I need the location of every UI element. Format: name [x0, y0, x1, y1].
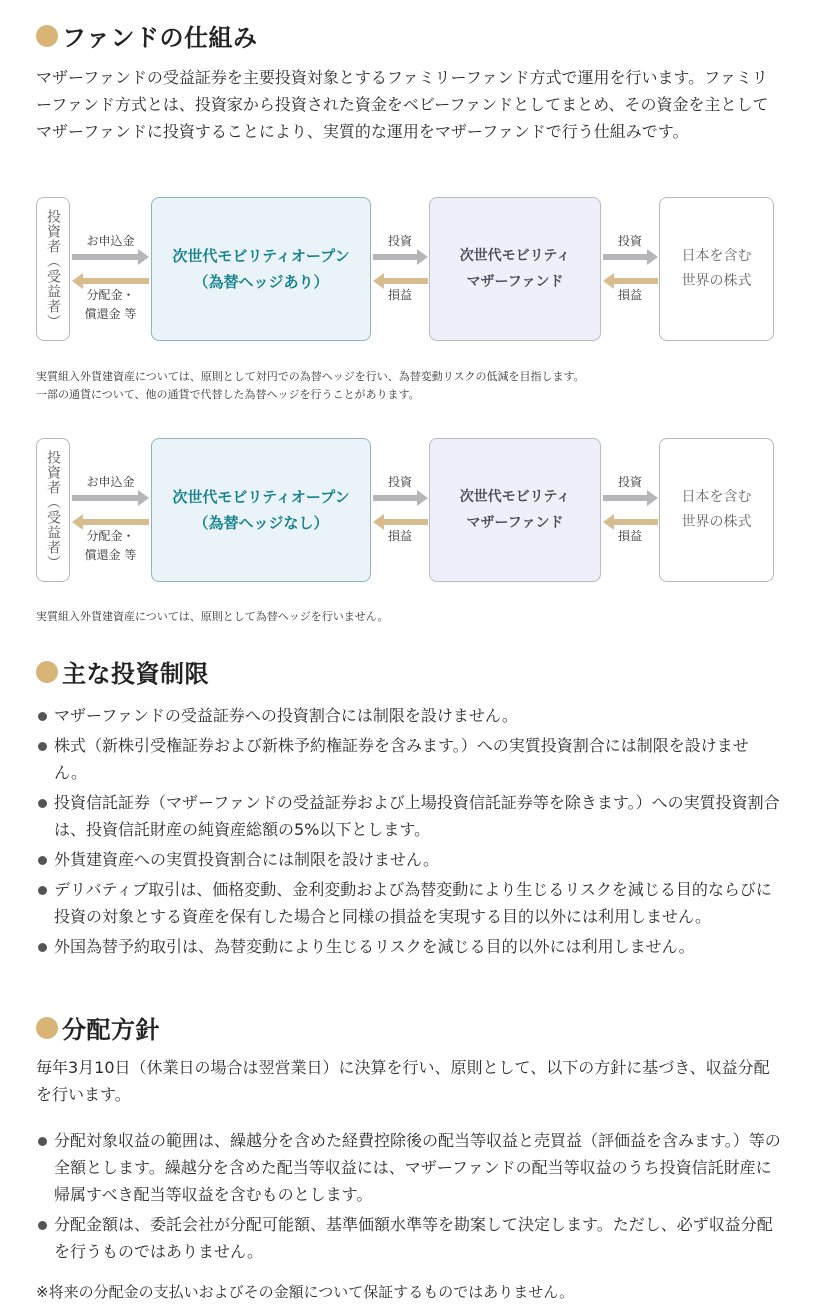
loss-label: 損益 [617, 288, 642, 302]
arrow-left-icon [383, 519, 428, 525]
hedge-note-line2: 一部の通貨について、他の通貨で代替した為替ヘッジを行うことがあります。 [36, 388, 420, 401]
invest-label: 投資 [387, 475, 412, 489]
invest-label: 投資 [617, 475, 642, 489]
list-item: デリバティブ取引は、価格変動、金利変動および為替変動により生じるリスクを減じる目的ならびに投資の対象とする資産を保有した場合と同様の損益を実現する目的以外には利用しません。 [36, 876, 781, 930]
target-line2: 世界の株式 [681, 514, 752, 530]
investor-box [36, 438, 70, 582]
restrictions-list [36, 702, 781, 963]
subscription-label: お申込金 [86, 475, 135, 489]
mother-fund-line2: マザーファンド [466, 274, 564, 290]
investor-label: 投資者（受益者） [45, 209, 61, 329]
distribution-line2: 償還金 等 [84, 548, 137, 562]
target-line2: 世界の株式 [681, 273, 752, 289]
mother-fund-box [429, 438, 601, 582]
section-bullet-icon [36, 661, 58, 683]
section-title-text: ファンドの仕組み [62, 24, 258, 52]
arrow-left-icon [82, 278, 149, 284]
distribution-label [70, 527, 151, 565]
distribution-line2: 償還金 等 [84, 307, 137, 321]
baby-fund-name: 次世代モビリティオープン [172, 488, 350, 506]
mother-fund-line2: マザーファンド [466, 515, 564, 531]
distribution-list [36, 1127, 781, 1268]
section-title-text: 主な投資制限 [62, 660, 209, 688]
investment-target-box [659, 438, 774, 582]
no-hedge-note-line1: 実質組入外貨建資産については、原則として為替ヘッジを行いません。 [36, 610, 389, 623]
list-item: 分配金額は、委託会社が分配可能額、基準価額水準等を勘案して決定します。ただし、必ず収益分配を行うものではありません。 [36, 1211, 781, 1265]
arrow-left-icon [383, 278, 428, 284]
hedge-note [36, 368, 585, 404]
investor-box [36, 197, 70, 341]
investor-label: 投資者（受益者） [45, 450, 61, 570]
no-hedge-note [36, 608, 388, 626]
section-title-distribution [36, 1010, 160, 1045]
loss-label: 損益 [387, 288, 412, 302]
list-item: 外貨建資産への実質投資割合には制限を設けません。 [36, 846, 781, 873]
arrow-right-icon [603, 495, 648, 501]
baby-fund-hedge: （為替ヘッジあり） [193, 273, 329, 291]
arrow-left-icon [613, 278, 658, 284]
subscription-label: お申込金 [86, 234, 135, 248]
arrow-right-icon [72, 254, 139, 260]
loss-label: 損益 [387, 529, 412, 543]
section-title-fund-structure [36, 18, 258, 53]
invest-label: 投資 [617, 234, 642, 248]
fund-diagram-hedged [36, 197, 776, 341]
baby-fund-hedge: （為替ヘッジなし） [193, 514, 329, 532]
mother-fund-line1: 次世代モビリティ [459, 248, 571, 264]
section-title-restrictions [36, 654, 209, 689]
distribution-line1: 分配金・ [86, 288, 135, 302]
distribution-description: 毎年3月10日（休業日の場合は翌営業日）に決算を行い、原則として、以下の方針に基づき、収益分配を行います。 [36, 1058, 770, 1104]
distribution-label [70, 286, 151, 324]
arrow-right-icon [72, 495, 139, 501]
section-bullet-icon [36, 1017, 58, 1039]
hedge-note-line1: 実質組入外貨建資産については、原則として対円での為替ヘッジを行い、為替変動リスクの低減を目指します。 [36, 370, 585, 383]
investment-target-box [659, 197, 774, 341]
mother-fund-line1: 次世代モビリティ [459, 489, 571, 505]
baby-fund-box [151, 438, 371, 582]
baby-fund-box [151, 197, 371, 341]
list-item: マザーファンドの受益証券への投資割合には制限を設けません。 [36, 702, 781, 729]
list-item: 投資信託証券（マザーファンドの受益証券および上場投資信託証券等を除きます。）への実質投資割合は、投資信託財産の純資産総額の5%以下とします。 [36, 789, 781, 843]
section-bullet-icon [36, 25, 58, 47]
list-item: 分配対象収益の範囲は、繰越分を含めた経費控除後の配当等収益と売買益（評価益を含みます。）等の全額とします。繰越分を含めた配当等収益には、マザーファンドの配当等収益のうち投資信託財産に帰属すべき配当等収益を含むものとします。 [36, 1127, 781, 1208]
arrow-right-icon [603, 254, 648, 260]
list-item: 外国為替予約取引は、為替変動により生じるリスクを減じる目的以外には利用しません。 [36, 933, 781, 960]
arrow-left-icon [613, 519, 658, 525]
distribution-footnote: ※将来の分配金の支払いおよびその金額について保証するものではありません。 [36, 1283, 575, 1301]
target-line1: 日本を含む [681, 489, 752, 505]
fund-structure-description: マザーファンドの受益証券を主要投資対象とするファミリーファンド方式で運用を行います。ファミリーファンド方式とは、投資家から投資された資金をベビーファンドとしてまとめ、その資金を主としてマザーファンドに投資することにより、実質的な運用をマザーファンドで行う仕組みです。 [36, 68, 769, 141]
loss-label: 損益 [617, 529, 642, 543]
arrow-right-icon [373, 254, 418, 260]
arrow-right-icon [373, 495, 418, 501]
invest-label: 投資 [387, 234, 412, 248]
fund-diagram-unhedged [36, 438, 776, 582]
baby-fund-name: 次世代モビリティオープン [172, 247, 350, 265]
mother-fund-box [429, 197, 601, 341]
target-line1: 日本を含む [681, 248, 752, 264]
distribution-line1: 分配金・ [86, 529, 135, 543]
section-title-text: 分配方針 [62, 1016, 160, 1044]
arrow-left-icon [82, 519, 149, 525]
list-item: 株式（新株引受権証券および新株予約権証券を含みます。）への実質投資割合には制限を設けません。 [36, 732, 781, 786]
